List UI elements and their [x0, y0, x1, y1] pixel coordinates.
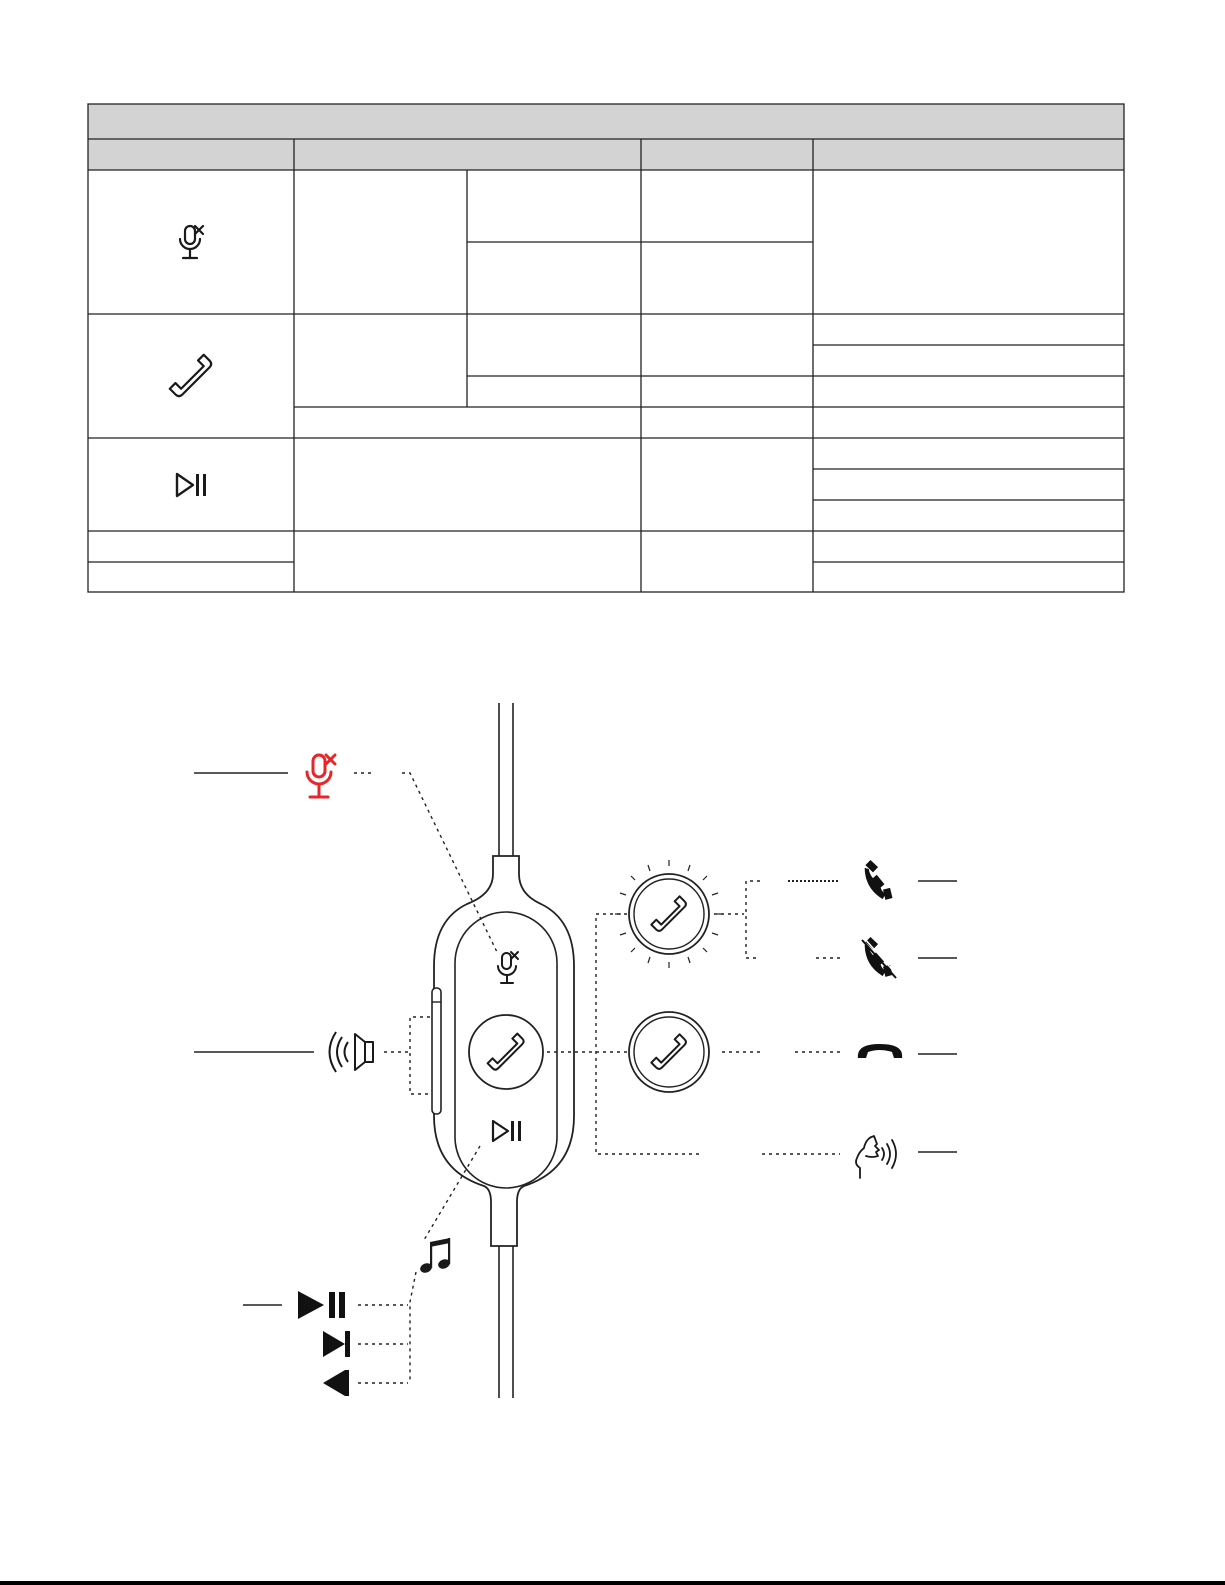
- active-call-button-icon: [629, 1012, 709, 1092]
- call-button[interactable]: [469, 1015, 543, 1089]
- play-pause-solid-icon: [298, 1291, 345, 1319]
- previous-track-icon: [323, 1370, 349, 1396]
- call-end-icon: [858, 1044, 902, 1058]
- volume-rocker-button[interactable]: [432, 988, 441, 1114]
- music-note-icon: [419, 1238, 451, 1274]
- call-answer-icon: [858, 858, 895, 905]
- page-bottom-rule: [0, 1581, 1225, 1585]
- ringing-call-button-icon: [615, 860, 723, 968]
- voice-assistant-icon: [856, 1136, 896, 1178]
- volume-speaker-icon: [330, 1032, 374, 1072]
- mic-muted-red-icon: [307, 755, 335, 797]
- call-decline-icon: [858, 935, 898, 982]
- next-track-icon: [323, 1331, 350, 1357]
